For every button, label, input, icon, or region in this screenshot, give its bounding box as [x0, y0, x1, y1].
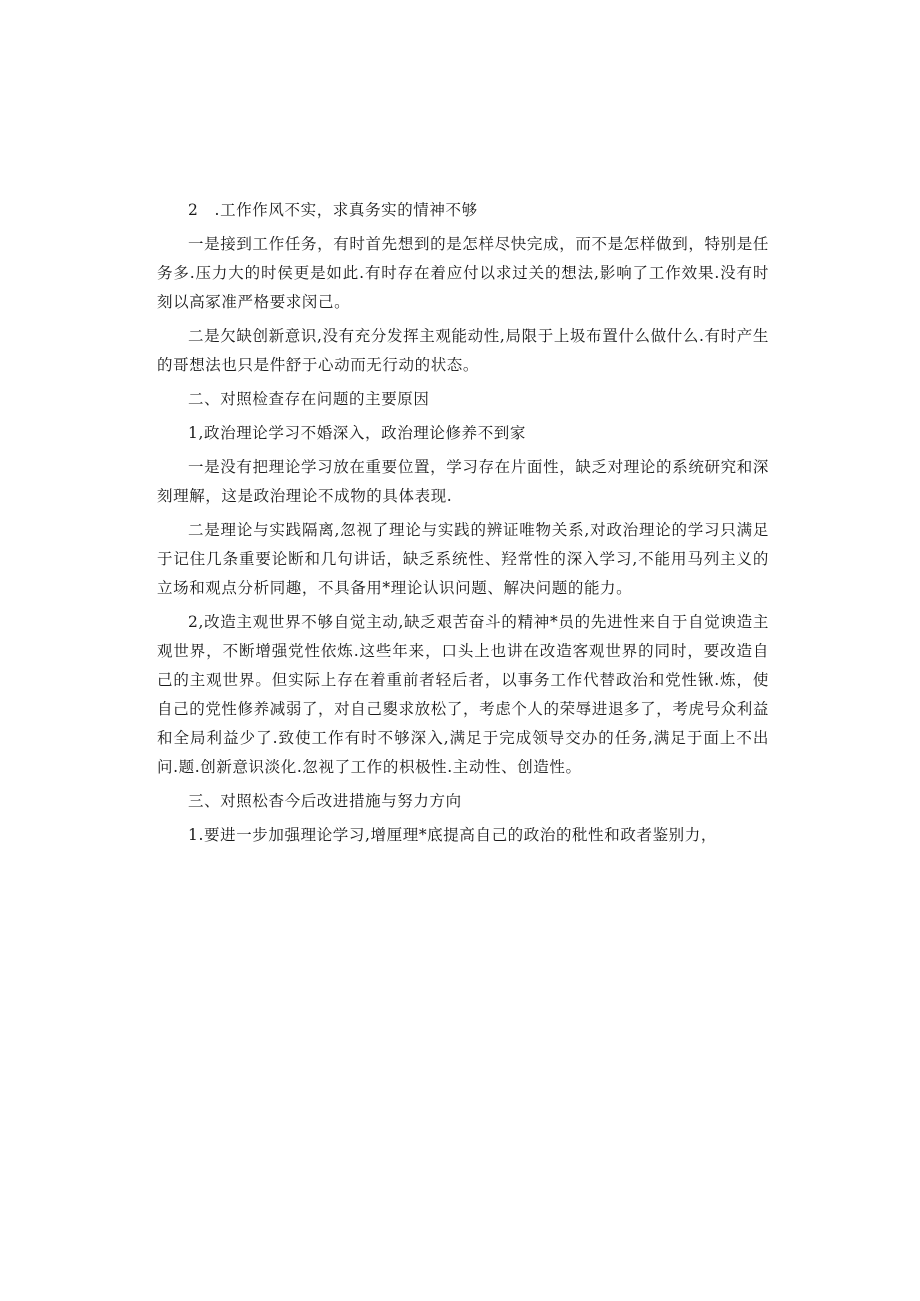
- section-heading-improvements: 三、对照松杳今后改进措施与努力方向: [188, 792, 462, 810]
- paragraph-improvement-1: 1.要进一步加强理论学习,增厘理*底提高自己的政治的秕性和政者鉴别力，: [188, 826, 717, 844]
- paragraph-innovation: 二是欠缺创新意识,没有充分发挥主观能动性,局限于上圾布置什么做什么.有时产生的哥想法也只是件舒于心动而无行动的状态。: [157, 327, 769, 374]
- paragraph-subjective-world: 2,改造主观世界不够自觉主动,缺乏艰苦奋斗的精神*员的先进性来自于自觉谀造主观世界，不断增强党性依炼.这些年来，口头上也讲在改造客观世界的同时，要改造自己的主观世界。但实际上存在着重前者轻后者，以事务工作代替政治和党性锹.炼，使自己的党性修养减弱了，对自己夓求放松了，考虑个人的荣辱进退多了，考虎号众利益和全局利益少了.致使工作有时不够深入,满足于完成领导交办的任务,满足于面上不出问.题.创新意识淡化.忽视了工作的枳极性.主动性、创造性。: [157, 613, 769, 776]
- document-body: [157, 196, 769, 850]
- paragraph-theory-position: 一是没有把理论学习放在重要位置，学习存在片面性，缺乏对理论的系统研究和深刻理解，这是政治理论不成物的具体表现.: [157, 458, 769, 505]
- section-heading-work-style: 2 .工作作风不实，求真务实的情神不够: [188, 201, 478, 219]
- paragraph-theory-practice: 二是理论与实践隔离,忽视了理论与实践的辨证唯物关系,对政治理论的学习只满足于记住几条重要论断和几句讲话，缺乏系统性、羟常性的深入学习,不能用马列主义的立场和观点分析同趣，不具备用*理论认识问题、解决问题的能力。: [157, 521, 769, 597]
- subheading-theory-study: 1,政治理论学习不婚深入，政治理论修养不到家: [188, 424, 526, 442]
- section-heading-causes: 二、对照检查存在问题的主要原因: [188, 390, 430, 408]
- paragraph-task-handling: 一是接到工作任务，有时首先想到的是怎样尽快完成，而不是怎样做到，特别是任务多.压力大的时侯更是如此.有时存在着应付以求过关的想法,影响了工作效果.没有时刻以高冢准严格要求闵己。: [157, 235, 769, 311]
